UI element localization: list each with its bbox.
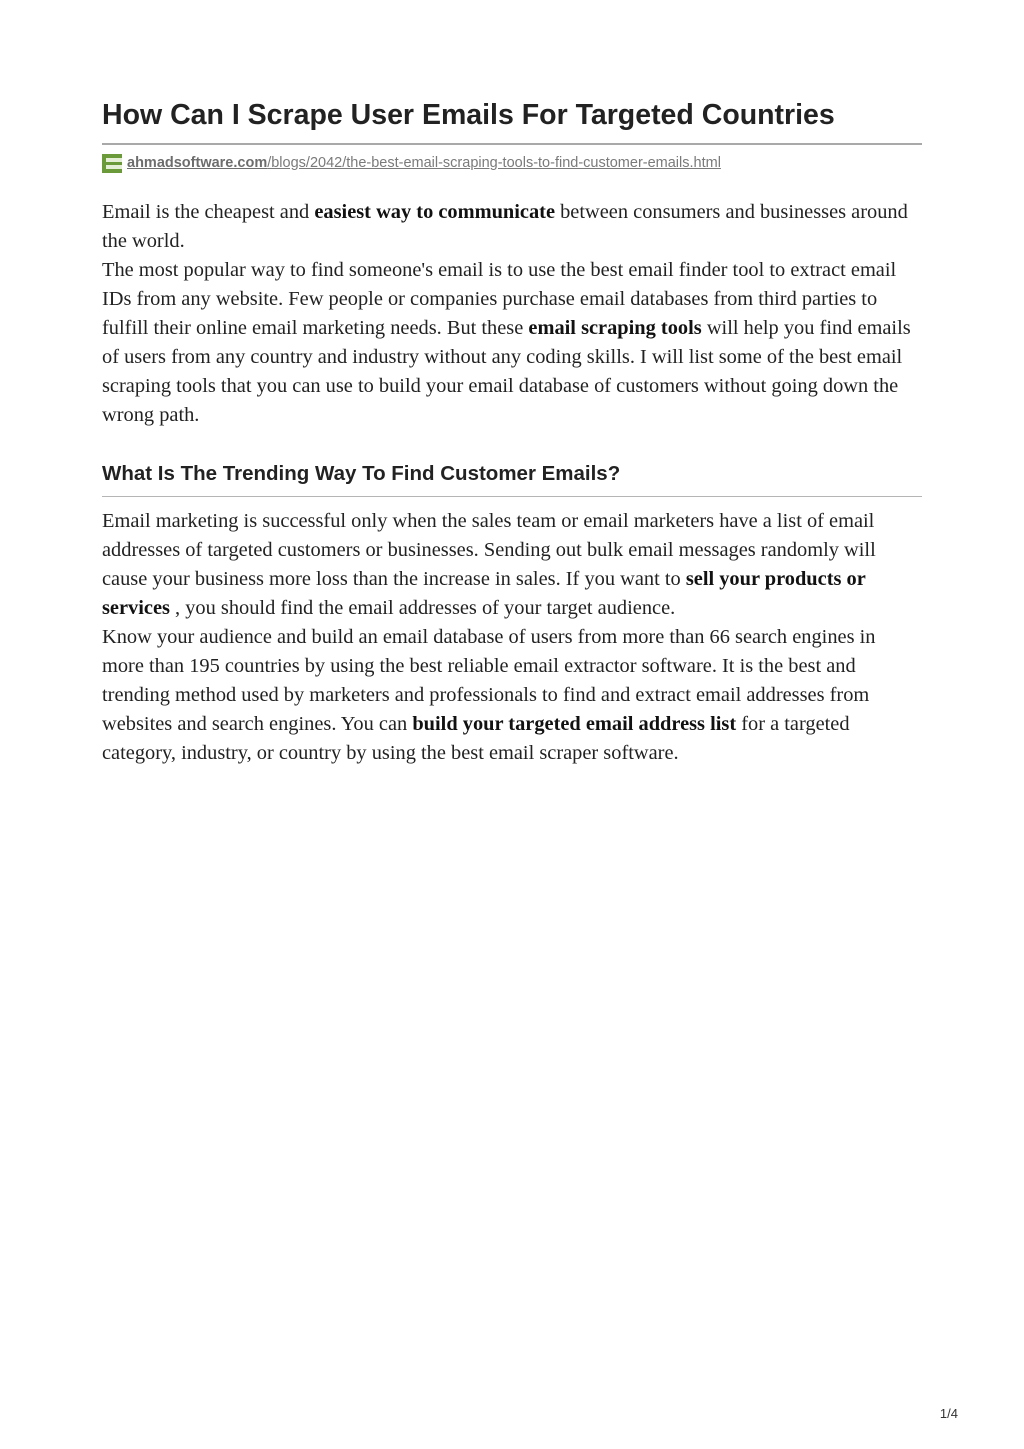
- source-path[interactable]: /blogs/2042/the-best-email-scraping-tools-to-find-customer-emails.html: [267, 155, 721, 171]
- text-run: will help you find emails of users from any country and industry without any coding skills. I will list some of the best email scraping tools that you can use to build your email database of customers without going down the wrong path.: [102, 317, 911, 426]
- section-heading: What Is The Trending Way To Find Customer Emails?: [102, 462, 621, 485]
- document-page: [102, 96, 922, 768]
- bold-phrase: build your targeted email address list: [412, 713, 737, 735]
- text-run: for a targeted category, industry, or country by using the best email scraper software.: [102, 713, 850, 764]
- text-run: Email is the cheapest and: [102, 201, 315, 223]
- text-run: Know your audience and build an email database of users from more than 66 search engines in more than 195 countries by using the best reliable email extractor software. It is the best and trending method used by marketers and professionals to find and extract email addresses from websites and search engines. You can: [102, 626, 876, 735]
- title-divider: [102, 143, 922, 145]
- section-paragraph-2: [102, 623, 922, 768]
- source-domain[interactable]: ahmadsoftware.com: [127, 155, 268, 171]
- intro-paragraph-1: [102, 198, 922, 256]
- bold-phrase: email scraping tools: [528, 317, 702, 339]
- text-run: Email marketing is successful only when the sales team or email marketers have a list of email addresses of targeted customers or businesses. Sending out bulk email messages randomly will cause your business more loss than the increase in sales. If you want to: [102, 510, 876, 590]
- source-link[interactable]: [102, 152, 922, 174]
- bold-phrase: sell your products or services: [102, 568, 866, 619]
- text-run: between consumers and businesses around the world.: [102, 201, 908, 252]
- text-run: , you should find the email addresses of your target audience.: [169, 597, 676, 619]
- page-number: 1/4: [939, 1406, 958, 1421]
- bold-phrase: easiest way to communicate: [314, 201, 556, 223]
- intro-paragraph-2: [102, 256, 922, 430]
- page-title: How Can I Scrape User Emails For Targeted Countries: [102, 99, 835, 131]
- site-favicon-icon: [102, 154, 122, 173]
- text-run: The most popular way to find someone's email is to use the best email finder tool to extract email IDs from any website. Few people or companies purchase email databases from third parties to fulfill their online email marketing needs. But these: [102, 259, 897, 339]
- section-paragraph-1: [102, 507, 922, 623]
- source-url[interactable]: [127, 152, 721, 174]
- section-divider: [102, 496, 922, 497]
